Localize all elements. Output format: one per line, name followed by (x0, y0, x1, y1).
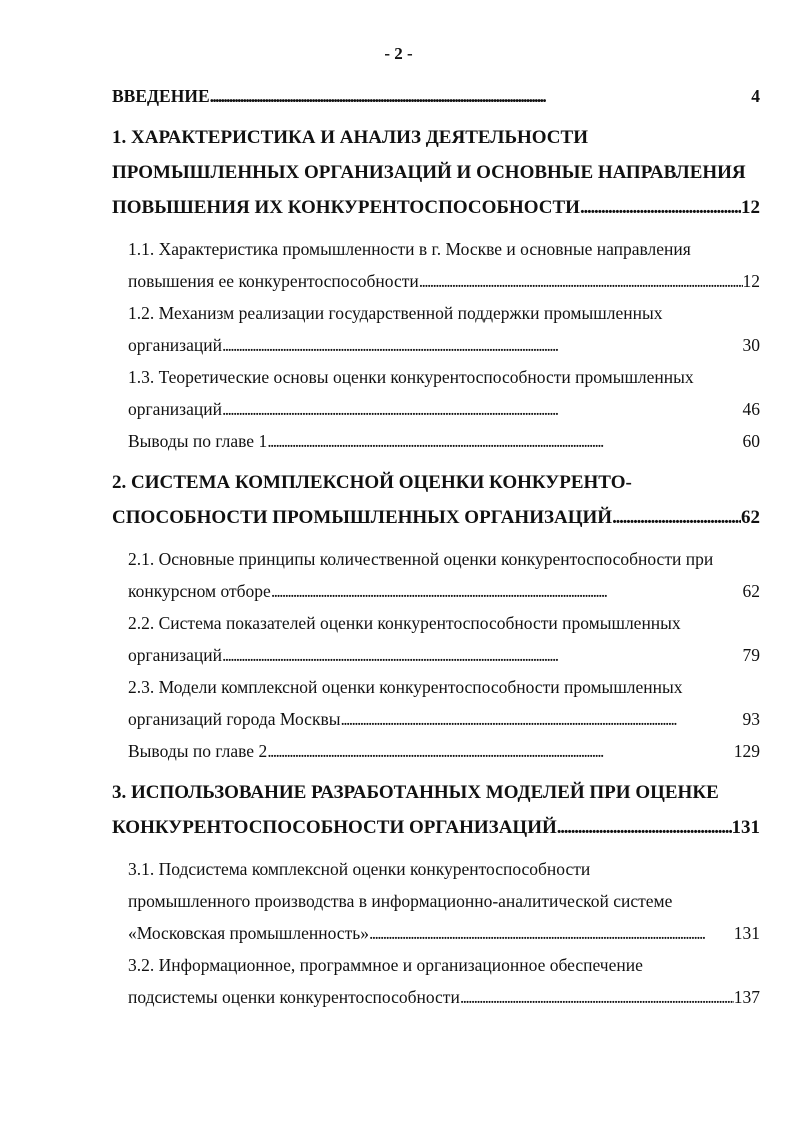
toc-entry-title: ВВЕДЕНИЕ (112, 86, 210, 106)
section-title-text: «Московская промышленность» (128, 923, 369, 943)
section-title-text: 2.3. Модели комплексной оценки конкурентоспособности промышленных (128, 677, 683, 697)
section-page: 131 (733, 923, 760, 943)
toc-section-line (112, 361, 760, 393)
toc-section-line[interactable] (112, 575, 760, 607)
section-title-text: организаций (128, 399, 222, 419)
toc-section-line[interactable] (112, 735, 760, 767)
chapter-title-line (112, 500, 760, 535)
toc-entry-page: 4 (751, 86, 760, 106)
chapter-title-line (112, 775, 760, 810)
chapter-title-line (112, 190, 760, 225)
toc-section-line[interactable] (112, 703, 760, 735)
toc-section-line (112, 233, 760, 265)
section-page: 129 (733, 741, 760, 761)
section-page: 60 (742, 431, 760, 451)
chapter-title-line (112, 810, 760, 845)
section-title-text: конкурсном отборе (128, 581, 271, 601)
toc-chapter-3[interactable] (112, 775, 760, 1013)
toc-section-line[interactable] (112, 393, 760, 425)
toc-section-line (112, 607, 760, 639)
chapter-page: 62 (741, 507, 760, 528)
section-page: 46 (742, 399, 760, 419)
dot-leader (369, 917, 734, 949)
chapter-title-text: 1. ХАРАКТЕРИСТИКА И АНАЛИЗ ДЕЯТЕЛЬНОСТИ (112, 127, 588, 148)
section-title-text: организаций города Москвы (128, 709, 341, 729)
chapter-title-text: 3. ИСПОЛЬЗОВАНИЕ РАЗРАБОТАННЫХ МОДЕЛЕЙ ПРИ ОЦЕНКЕ (112, 782, 719, 803)
chapter-title-line (112, 465, 760, 500)
section-title-text: Выводы по главе 2 (128, 741, 268, 761)
chapter-title-text: ПРОМЫШЛЕННЫХ ОРГАНИЗАЦИЙ И ОСНОВНЫЕ НАПРАВЛЕНИЯ (112, 162, 746, 183)
section-title-text: 1.3. Теоретические основы оценки конкурентоспособности промышленных (128, 367, 694, 387)
toc-section-line[interactable] (112, 981, 760, 1013)
toc-section-line (112, 297, 760, 329)
section-page: 93 (742, 709, 760, 729)
dot-leader (222, 639, 743, 671)
chapter-title-text: СПОСОБНОСТИ ПРОМЫШЛЕННЫХ ОРГАНИЗАЦИЙ (112, 507, 613, 528)
section-title-text: 3.1. Подсистема комплексной оценки конкурентоспособности (128, 859, 591, 879)
section-title-text: организаций (128, 335, 222, 355)
section-page: 30 (742, 335, 760, 355)
section-title-text: Выводы по главе 1 (128, 431, 268, 451)
section-title-text: организаций (128, 645, 222, 665)
chapter-title-line (112, 155, 760, 190)
section-title-text: 1.1. Характеристика промышленности в г. Москве и основные направления (128, 239, 691, 259)
toc-section-line (112, 543, 760, 575)
section-title-text: промышленного производства в информационно-аналитической системе (128, 891, 673, 911)
chapter-page: 12 (741, 197, 760, 218)
dot-leader (210, 80, 752, 112)
section-title-text: повышения ее конкурентоспособности (128, 271, 419, 291)
dot-leader (222, 393, 743, 425)
toc-section-line[interactable] (112, 425, 760, 457)
toc-entry-intro[interactable] (112, 80, 760, 112)
dot-leader (267, 735, 734, 767)
section-page: 137 (733, 987, 760, 1007)
table-of-contents (112, 80, 760, 1019)
dot-leader (460, 981, 734, 1013)
section-title-text: 3.2. Информационное, программное и организационное обеспечение (128, 955, 643, 975)
dot-leader (557, 810, 732, 845)
chapter-title-text: КОНКУРЕНТОСПОСОБНОСТИ ОРГАНИЗАЦИЙ (112, 817, 557, 838)
toc-section-line (112, 671, 760, 703)
toc-section-line (112, 949, 760, 981)
dot-leader (419, 265, 743, 297)
dot-leader (340, 703, 742, 735)
section-title-text: 2.2. Система показателей оценки конкурентоспособности промышленных (128, 613, 681, 633)
toc-section-line (112, 853, 760, 885)
toc-section-line[interactable] (112, 265, 760, 297)
dot-leader (580, 190, 741, 225)
chapter-page: 131 (731, 817, 760, 838)
toc-section-line[interactable] (112, 329, 760, 361)
toc-section-line[interactable] (112, 917, 760, 949)
dot-leader (612, 500, 741, 535)
toc-chapter-1[interactable] (112, 120, 760, 457)
chapter-title-text: ПОВЫШЕНИЯ ИХ КОНКУРЕНТОСПОСОБНОСТИ (112, 197, 580, 218)
chapter-title-text: 2. СИСТЕМА КОМПЛЕКСНОЙ ОЦЕНКИ КОНКУРЕНТО- (112, 472, 632, 493)
page-number: - 2 - (384, 44, 413, 63)
section-page: 79 (742, 645, 760, 665)
toc-section-line[interactable] (112, 639, 760, 671)
toc-section-line (112, 885, 760, 917)
dot-leader (267, 425, 742, 457)
chapter-title-line (112, 120, 760, 155)
section-title-text: подсистемы оценки конкурентоспособности (128, 987, 460, 1007)
section-page: 62 (742, 581, 760, 601)
dot-leader (222, 329, 743, 361)
dot-leader (271, 575, 743, 607)
section-title-text: 1.2. Механизм реализации государственной поддержки промышленных (128, 303, 663, 323)
toc-chapter-2[interactable] (112, 465, 760, 767)
section-title-text: 2.1. Основные принципы количественной оценки конкурентоспособности при (128, 549, 714, 569)
section-page: 12 (742, 271, 760, 291)
